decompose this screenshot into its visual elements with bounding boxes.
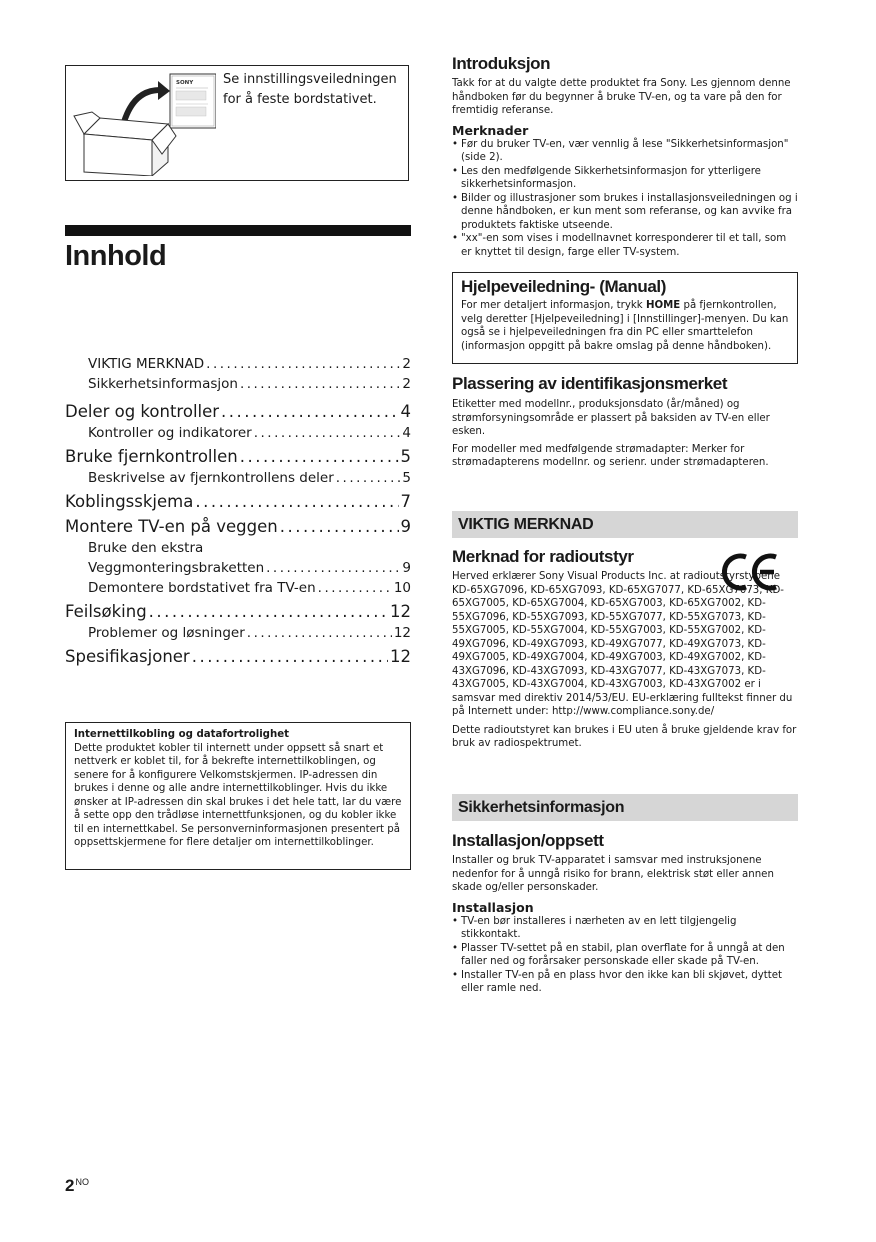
toc-entry[interactable]: Veggmonteringsbraketten ..... 9 bbox=[65, 558, 411, 578]
help-body: For mer detaljert informasjon, trykk HOME på fjernkontrollen, velg deretter [Hjelpeveiledning] i [Innstillinger]-menyen. Du kan også se i hjelpeveiledningen fra din PC eller smarttelefon (informasjon oppgitt på bakre omslag på denne håndboken). bbox=[461, 300, 789, 352]
radio-p1: Herved erklærer Sony Visual Products Inc. at radioutstyrstypene KD-65XG7096, KD-65XG7093, KD-65XG7077, KD-65XG7073, KD-65XG7005, KD-65XG7004, KD-65XG7003, KD-65XG7002, KD-55XG7096, KD-55XG7093, KD-55XG7077, KD-55XG7073, KD-55XG7005, KD-55XG7004, KD-55XG7003, KD-55XG7002, KD-49XG7096, KD-49XG7093, KD-49XG7077, KD-49XG7073, KD-49XG7005, KD-49XG7004, KD-49XG7003, KD-49XG7002, KD-43XG7096, KD-43XG7093, KD-43XG7077, KD-43XG7073, KD-43XG7005, KD-43XG7004, KD-43XG7003, KD-43XG7002 er i samsvar med direktiv 2014/53/EU. EU-erklæring fulltekst finner du på Internett under: http://www.compliance.sony.de/ bbox=[452, 571, 793, 717]
intro-heading: Introduksjon bbox=[452, 54, 551, 73]
toc-entry[interactable]: Beskrivelse av fjernkontrollens deler ..... 5 bbox=[65, 468, 411, 488]
toc-entry: Bruke den ekstra bbox=[88, 540, 204, 556]
page-number: $2^{NO}$ bbox=[65, 1176, 89, 1195]
id-label-heading: Plassering av identifikasjonsmerket bbox=[452, 374, 728, 393]
intro-body: Takk for at du valgte dette produktet fra Sony. Les gjennom denne håndboken før du begynner å bruke TV-en, og ta vare på den for fremtidig referanse. bbox=[452, 78, 791, 116]
privacy-box bbox=[65, 722, 411, 870]
toc-entry[interactable]: Deler og kontroller ..... 4 bbox=[65, 400, 411, 423]
toc-entry[interactable]: Feilsøking ..... 12 bbox=[65, 600, 411, 623]
list-item: • TV-en bør installeres i nærheten av en lett tilgjengelig stikkontakt. bbox=[452, 915, 798, 942]
list-item: • Plasser TV-settet på en stabil, plan overflate for å unngå at den faller ned og forårsaker personskade eller skade på TV-en. bbox=[452, 942, 798, 969]
sony-logo: SONY bbox=[176, 80, 194, 86]
setup-note-box bbox=[65, 65, 409, 181]
notes-list bbox=[452, 138, 798, 260]
toc-entry[interactable]: Spesifikasjoner ..... 12 bbox=[65, 645, 411, 668]
install-section bbox=[452, 831, 798, 996]
toc-entry[interactable]: Kontroller og indikatorer ..... 4 bbox=[65, 423, 411, 443]
toc-entry[interactable]: Problemer og løsninger ..... 12 bbox=[65, 623, 411, 643]
id-label-section bbox=[452, 374, 798, 470]
list-item: • Les den medfølgende Sikkerhetsinformasjon for ytterligere sikkerhetsinformasjon. bbox=[452, 165, 798, 192]
list-item: • Bilder og illustrasjoner som brukes i installasjonsveiledningen og i denne håndboken, er kun ment som referanse, og kan avvike fra produktets faktiske utseende. bbox=[452, 192, 798, 233]
tv-box-illustration bbox=[72, 72, 216, 176]
id-label-p2: For modeller med medfølgende strømadapter: Merker for strømadapterens modellnr. og serienr. under strømadapteren. bbox=[452, 443, 769, 468]
important-bar: VIKTIG MERKNAD bbox=[452, 511, 798, 538]
install-heading: Installasjon/oppsett bbox=[452, 831, 604, 850]
toc-entry[interactable]: Montere TV-en på veggen ..... 9 bbox=[65, 515, 411, 538]
list-item: • "xx"-en som vises i modellnavnet korresponderer til et tall, som er knyttet til design, farge eller TV-system. bbox=[452, 232, 798, 259]
privacy-heading: Internettilkobling og datafortrolighet bbox=[74, 729, 290, 740]
install-subheading: Installasjon bbox=[452, 899, 534, 915]
intro-section bbox=[452, 54, 798, 259]
toc-rule bbox=[65, 225, 411, 236]
list-item: • Før du bruker TV-en, vær vennlig å lese "Sikkerhetsinformasjon" (side 2). bbox=[452, 138, 798, 165]
privacy-body: Dette produktet kobler til internett under oppsett så snart et nettverk er koblet til, for å bekrefte internettilkoblingen, og senere for å konfigurere Velkomstskjermen. IP-adressen din brukes i denne og alle andre internettilkoblinger. Hvis du ikke ønsker at IP-adressen din skal brukes i det hele tatt, lar du være å sette opp den trådløse internettfunksjonen, og du kobler ikke til en internettkabel. Se personverninformasjonen presentert på oppsettskjermene for flere detaljer om internettilkoblinger. bbox=[74, 742, 402, 848]
help-guide-box bbox=[452, 272, 798, 364]
toc-entry[interactable]: Bruke fjernkontrollen ..... 5 bbox=[65, 445, 411, 468]
id-label-p1: Etiketter med modellnr., produksjonsdato (år/måned) og strømforsyningsområde er plassert på baksiden av TV-en eller esken. bbox=[452, 399, 770, 437]
list-item: • Installer TV-en på en plass hvor den ikke kan bli skjøvet, dyttet eller ramle ned. bbox=[452, 969, 798, 996]
toc-entry[interactable]: Demontere bordstativet fra TV-en ..... 10 bbox=[65, 578, 411, 598]
safety-bar: Sikkerhetsinformasjon bbox=[452, 794, 798, 821]
ce-mark-icon bbox=[722, 551, 780, 593]
install-body: Installer og bruk TV-apparatet i samsvar med instruksjonene nedenfor for å unngå risiko for brann, elektrisk støt eller annen skade og/eller personskader. bbox=[452, 855, 774, 893]
toc-entry[interactable]: Sikkerhetsinformasjon ..... 2 bbox=[65, 374, 411, 394]
toc-entry[interactable]: VIKTIG MERKNAD ..... 2 bbox=[65, 354, 411, 374]
help-heading: Hjelpeveiledning- (Manual) bbox=[461, 277, 666, 296]
radio-heading: Merknad for radioutstyr bbox=[452, 547, 634, 566]
install-list bbox=[452, 915, 798, 996]
table-of-contents bbox=[65, 354, 411, 668]
toc-title: Innhold bbox=[65, 240, 167, 272]
setup-note-text: Se innstillingsveiledningen for å feste bordstativet. bbox=[223, 72, 397, 107]
radio-p2: Dette radioutstyret kan brukes i EU uten å bruke gjeldende krav for bruk av radiospektrumet. bbox=[452, 724, 797, 749]
notes-heading: Merknader bbox=[452, 122, 529, 138]
toc-entry[interactable]: Koblingsskjema ..... 7 bbox=[65, 490, 411, 513]
home-key-label: HOME bbox=[645, 300, 681, 311]
